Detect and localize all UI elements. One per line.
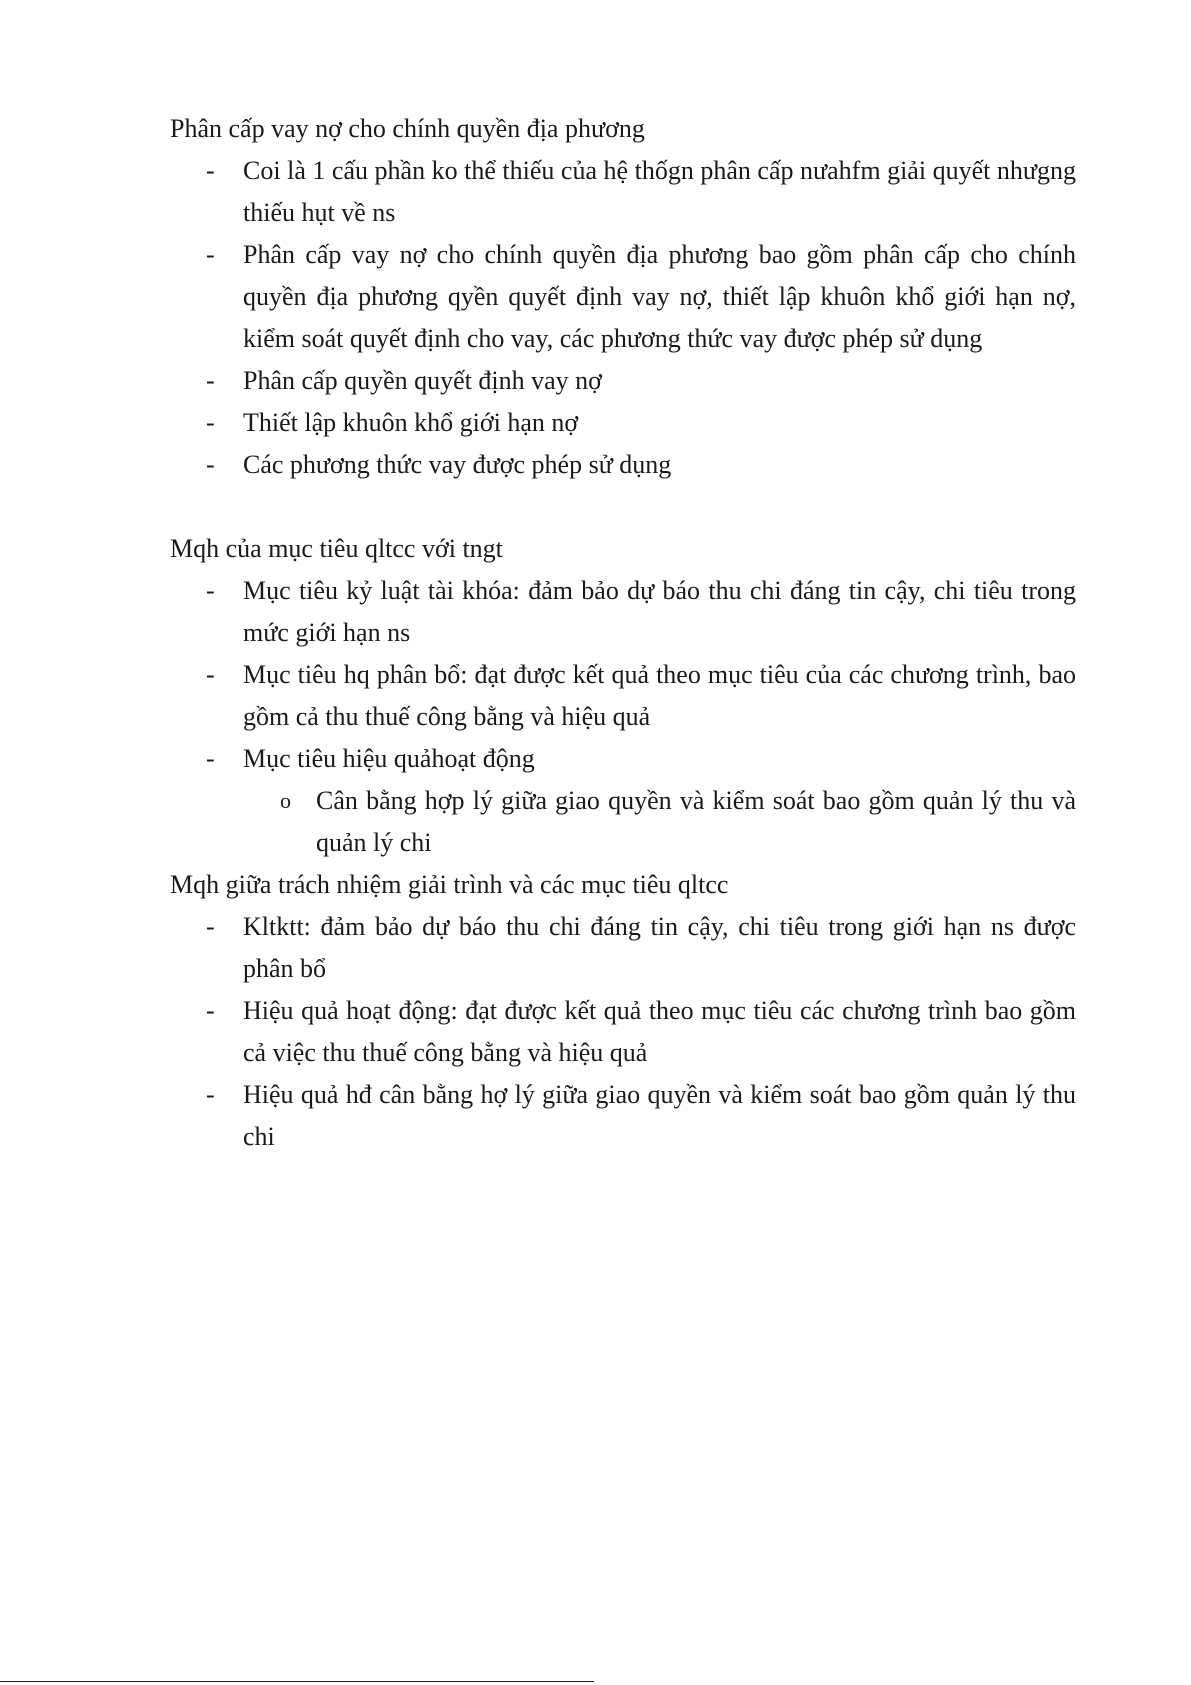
dash-bullet: - (206, 576, 215, 605)
list-item-text: Thiết lập khuôn khổ giới hạn nợ (243, 408, 579, 437)
circle-bullet: o (280, 788, 291, 813)
dash-bullet: - (206, 660, 215, 689)
list-item (170, 150, 1076, 234)
section-heading: Mqh của mục tiêu qltcc với tngt (170, 534, 503, 563)
sub-bullet-list (243, 780, 1076, 864)
sub-list-item-text: Cân bằng hợp lý giữa giao quyền và kiểm soát bao gồm quản lý thu và quản lý chi (316, 786, 1076, 857)
dash-bullet: - (206, 240, 215, 269)
list-item (170, 654, 1076, 738)
dash-bullet: - (206, 450, 215, 479)
list-item (170, 360, 1076, 402)
list-item-text: Kltktt: đảm bảo dự báo thu chi đáng tin cậy, chi tiêu trong giới hạn ns được phân bổ (243, 912, 1076, 983)
bullet-list (170, 150, 1076, 486)
footer-rule (0, 1681, 594, 1682)
dash-bullet: - (206, 744, 215, 773)
list-item (170, 444, 1076, 486)
list-item (170, 402, 1076, 444)
list-item-text: Hiệu quả hoạt động: đạt được kết quả theo mục tiêu các chương trình bao gồm cả việc thu thuế công bằng và hiệu quả (243, 996, 1076, 1067)
dash-bullet: - (206, 408, 215, 437)
list-item (170, 738, 1076, 864)
bullet-list (170, 570, 1076, 864)
list-item (170, 990, 1076, 1074)
list-item-text: Mục tiêu hq phân bổ: đạt được kết quả theo mục tiêu của các chương trình, bao gồm cả thu thuế công bằng và hiệu quả (243, 660, 1076, 731)
list-item-text: Các phương thức vay được phép sử dụng (243, 450, 672, 479)
list-item-text: Coi là 1 cấu phần ko thể thiếu của hệ thốgn phân cấp nưahfm giải quyết nhưgng thiếu hụt về ns (243, 156, 1076, 227)
list-item (170, 1074, 1076, 1158)
sub-list-item (243, 780, 1076, 864)
document-body (170, 108, 1076, 1158)
section-heading: Phân cấp vay nợ cho chính quyền địa phương (170, 114, 645, 143)
list-item-text: Hiệu quả hđ cân bằng hợ lý giữa giao quyền và kiểm soát bao gồm quản lý thu chi (243, 1080, 1076, 1151)
list-item-text: Mục tiêu hiệu quảhoạt động (243, 744, 535, 773)
dash-bullet: - (206, 366, 215, 395)
list-item-text: Phân cấp vay nợ cho chính quyền địa phương bao gồm phân cấp cho chính quyền địa phương qyền quyết định vay nợ, thiết lập khuôn khổ giới hạn nợ, kiểm soát quyết định cho vay, các phương thức vay được phép sử dụng (243, 240, 1076, 353)
list-item-text: Phân cấp quyền quyết định vay nợ (243, 366, 602, 395)
dash-bullet: - (206, 912, 215, 941)
dash-bullet: - (206, 996, 215, 1025)
bullet-list (170, 906, 1076, 1158)
list-item-text: Mục tiêu kỷ luật tài khóa: đảm bảo dự báo thu chi đáng tin cậy, chi tiêu trong mức giới hạn ns (243, 576, 1076, 647)
blank-line (170, 486, 1076, 528)
dash-bullet: - (206, 1080, 215, 1109)
section-heading: Mqh giữa trách nhiệm giải trình và các mục tiêu qltcc (170, 870, 729, 899)
list-item (170, 906, 1076, 990)
list-item (170, 234, 1076, 360)
dash-bullet: - (206, 156, 215, 185)
list-item (170, 570, 1076, 654)
